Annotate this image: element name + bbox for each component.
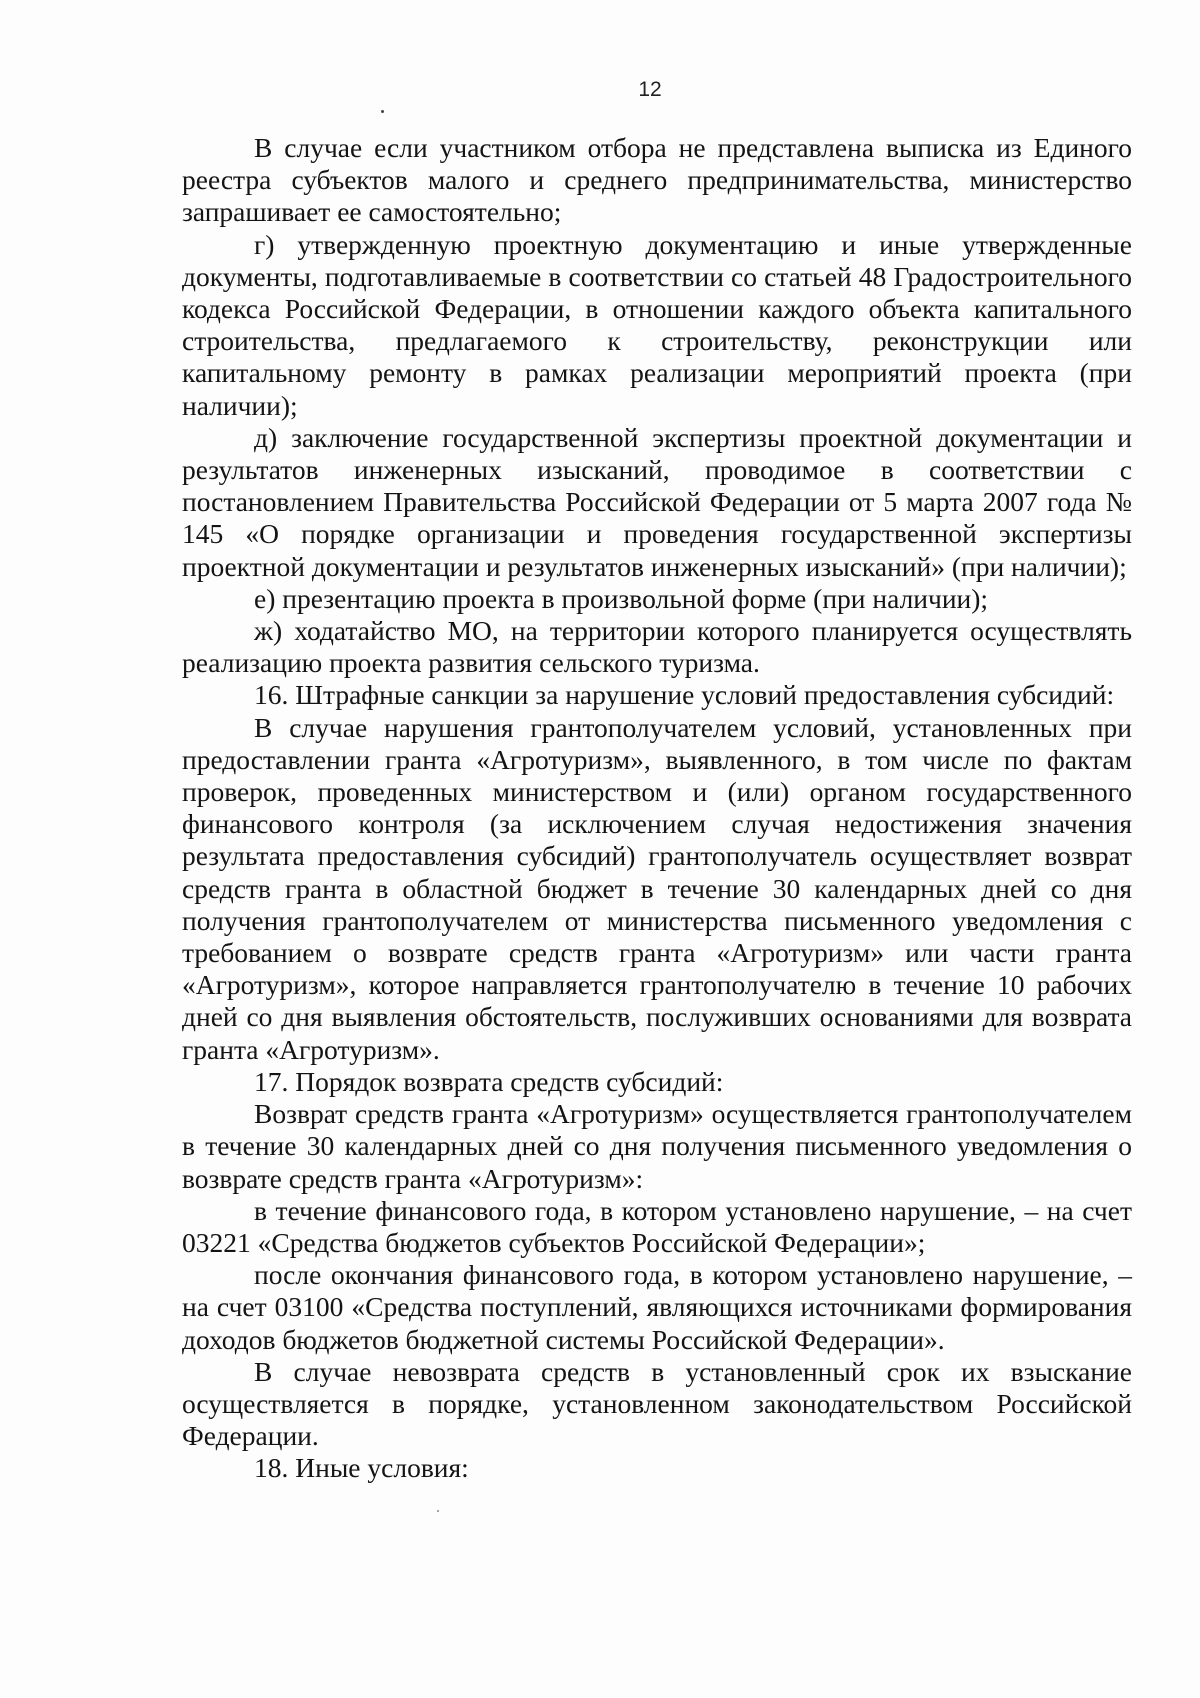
page-number: 12 xyxy=(638,78,662,101)
document-body xyxy=(182,132,1132,1485)
section-heading-18: 18. Иные условия: xyxy=(254,1452,469,1484)
scan-speck xyxy=(381,110,384,113)
paragraph-non-return: В случае невозврата средств в установленный срок их взыскание осуществляется в порядке, установленном законодательством Российской Федерации. xyxy=(182,1355,1132,1452)
paragraph-account-03221: в течение финансового года, в котором установлено нарушение, – на счет 03221 «Средства бюджетов субъектов Российской Федерации»; xyxy=(182,1194,1132,1258)
section-heading-17: 17. Порядок возврата средств субсидий: xyxy=(254,1065,724,1097)
paragraph-extract-note: В случае если участником отбора не представлена выписка из Единого реестра субъектов малого и среднего предпринимательства, министерство запрашивает ее самостоятельно; xyxy=(182,132,1132,228)
paragraph-penalties: В случае нарушения грантополучателем условий, установленных при предоставлении гранта «Агротуризм», выявленного, в том числе по фактам проверок, проведенных министерством и (или) органом государственного финансового контроля (за исключением случая недостижения значения результата предоставления субсидий) грантополучатель осуществляет возврат средств гранта в областной бюджет в течение 30 календарных дней со дня получения грантополучателем от министерства письменного уведомления с требованием о возврате средств гранта «Агротуризм» или части гранта «Агротуризм», которое направляется грантополучателю в течение 10 рабочих дней со дня выявления обстоятельств, послуживших основаниями для возврата гранта «Агротуризм». xyxy=(182,711,1132,1065)
paragraph-item-d: д) заключение государственной экспертизы проектной документации и результатов инженерных изысканий, проводимое в соответствии с постановлением Правительства Российской Федерации от 5 марта 2007 года № 145 «О порядке организации и проведения государственной экспертизы проектной документации и результатов инженерных изысканий» (при наличии); xyxy=(182,421,1132,582)
paragraph-account-03100: после окончания финансового года, в котором установлено нарушение, – на счет 03100 «Средства поступлений, являющихся источниками формирования доходов бюджетов бюджетной системы Российской Федерации». xyxy=(182,1259,1132,1355)
paragraph-item-e: е) презентацию проекта в произвольной форме (при наличии); xyxy=(254,582,989,614)
paragraph-item-g: г) утвержденную проектную документацию и иные утвержденные документы, подготавливаемые в соответствии со статьей 48 Градостроительного кодекса Российской Федерации, в отношении каждого объекта капитального строительства, предлагаемого к строительству, реконструкции или капитальному ремонту в рамках реализации мероприятий проекта (при наличии); xyxy=(182,228,1132,421)
section-heading-16: 16. Штрафные санкции за нарушение условий предоставления субсидий: xyxy=(254,679,1115,711)
paragraph-return: Возврат средств гранта «Агротуризм» осуществляется грантополучателем в течение 30 календарных дней со дня получения письменного уведомления о возврате средств гранта «Агротуризм»: xyxy=(182,1098,1132,1194)
scan-speck xyxy=(437,1510,439,1512)
paragraph-item-zh: ж) ходатайство МО, на территории которого планируется осуществлять реализацию проекта развития сельского туризма. xyxy=(182,615,1132,679)
